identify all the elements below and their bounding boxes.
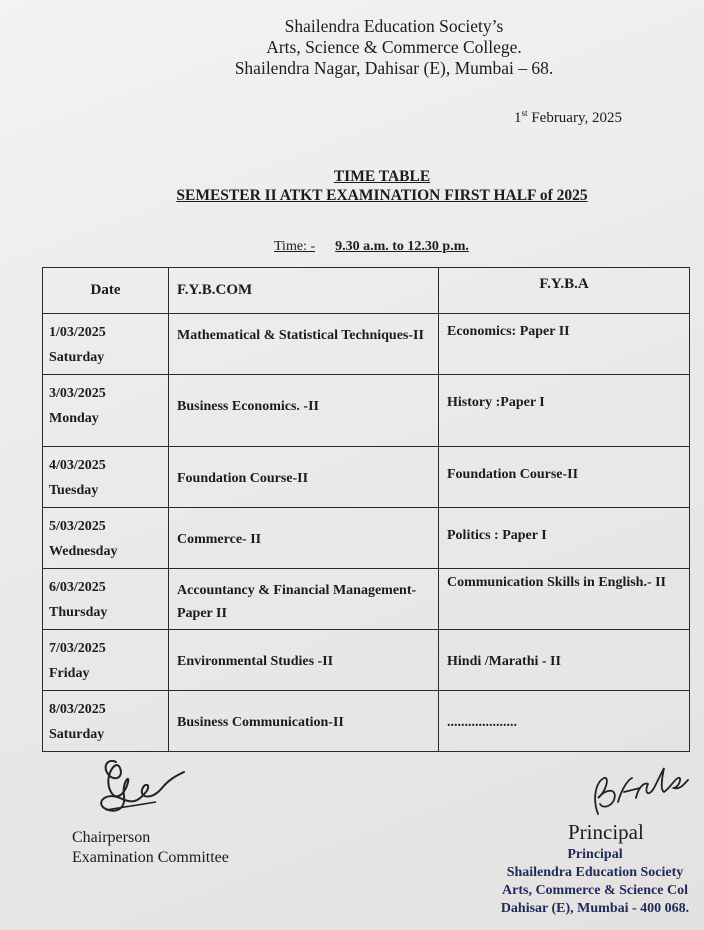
fybcom-subject: Business Communication-II [169,691,439,752]
exam-date: 5/03/2025 [49,519,106,534]
fyba-subject: .................... [439,691,690,752]
fybcom-subject: Commerce- II [169,508,439,569]
date-cell [43,630,169,691]
fyba-subject: History :Paper I [439,375,690,447]
chairperson-block [72,828,229,868]
exam-day: Tuesday [49,483,99,498]
fybcom-subject: Foundation Course-II [169,447,439,508]
principal-stamp [480,846,704,918]
header-date: Date [43,268,169,314]
date-suffix: st [521,108,528,118]
document-title [0,167,704,205]
stamp-line-4: Dahisar (E), Mumbai - 400 068. [500,901,690,916]
fyba-subject: Hindi /Marathi - II [439,630,690,691]
title-line-2: SEMESTER II ATKT EXAMINATION FIRST HALF of 2025 [176,187,588,204]
chairperson-title: Chairperson [72,829,151,846]
exam-day: Thursday [49,605,108,620]
college-name: Arts, Science & Commerce College. [266,37,522,57]
date-cell [43,314,169,375]
exam-day: Monday [49,411,99,426]
college-header [0,16,704,79]
exam-date: 6/03/2025 [49,580,106,595]
date-day: 1 [514,110,522,126]
table-row [43,569,690,630]
date-rest: February, 2025 [527,110,622,126]
header-fyba: F.Y.B.A [439,268,690,314]
fybcom-subject: Environmental Studies -II [169,630,439,691]
fyba-subject: Communication Skills in English.- II [439,569,690,630]
table-row [43,314,690,375]
exam-date: 4/03/2025 [49,458,106,473]
exam-date: 7/03/2025 [49,641,106,656]
society-name: Shailendra Education Society’s [284,16,504,36]
table-row [43,691,690,752]
date-cell [43,447,169,508]
exam-date: 1/03/2025 [49,325,106,340]
date-cell [43,375,169,447]
exam-date: 3/03/2025 [49,386,106,401]
fyba-subject: Politics : Paper I [439,508,690,569]
table-row [43,630,690,691]
title-line-1: TIME TABLE [333,168,431,185]
notice-date [514,108,622,127]
principal-signature [584,758,694,822]
table-row [43,447,690,508]
date-cell [43,508,169,569]
header-fybcom: F.Y.B.COM [169,268,439,314]
table-row [43,508,690,569]
stamp-line-3: Arts, Commerce & Science Col [502,883,688,898]
exam-day: Saturday [49,350,105,365]
date-cell [43,691,169,752]
committee-name: Examination Committee [72,849,229,866]
principal-title: Principal [568,820,644,844]
fybcom-subject: Accountancy & Financial Management- Paper II [169,569,439,630]
fyba-subject: Economics: Paper II [439,314,690,375]
time-label: Time: - [274,239,316,254]
table-header-row [43,268,690,314]
exam-day: Wednesday [49,544,118,559]
time-value: 9.30 a.m. to 12.30 p.m. [335,239,469,254]
stamp-line-1: Principal [567,847,623,862]
fybcom-subject: Business Economics. -II [169,375,439,447]
exam-date: 8/03/2025 [49,702,106,717]
exam-time [274,239,469,255]
exam-day: Friday [49,666,90,681]
table-row [43,375,690,447]
chairperson-signature [86,752,196,832]
stamp-line-2: Shailendra Education Society [506,865,684,880]
college-address: Shailendra Nagar, Dahisar (E), Mumbai – 68. [234,58,554,78]
exam-day: Saturday [49,727,105,742]
fybcom-subject: Mathematical & Statistical Techniques-II [169,314,439,375]
date-cell [43,569,169,630]
fyba-subject: Foundation Course-II [439,447,690,508]
timetable [42,267,690,752]
